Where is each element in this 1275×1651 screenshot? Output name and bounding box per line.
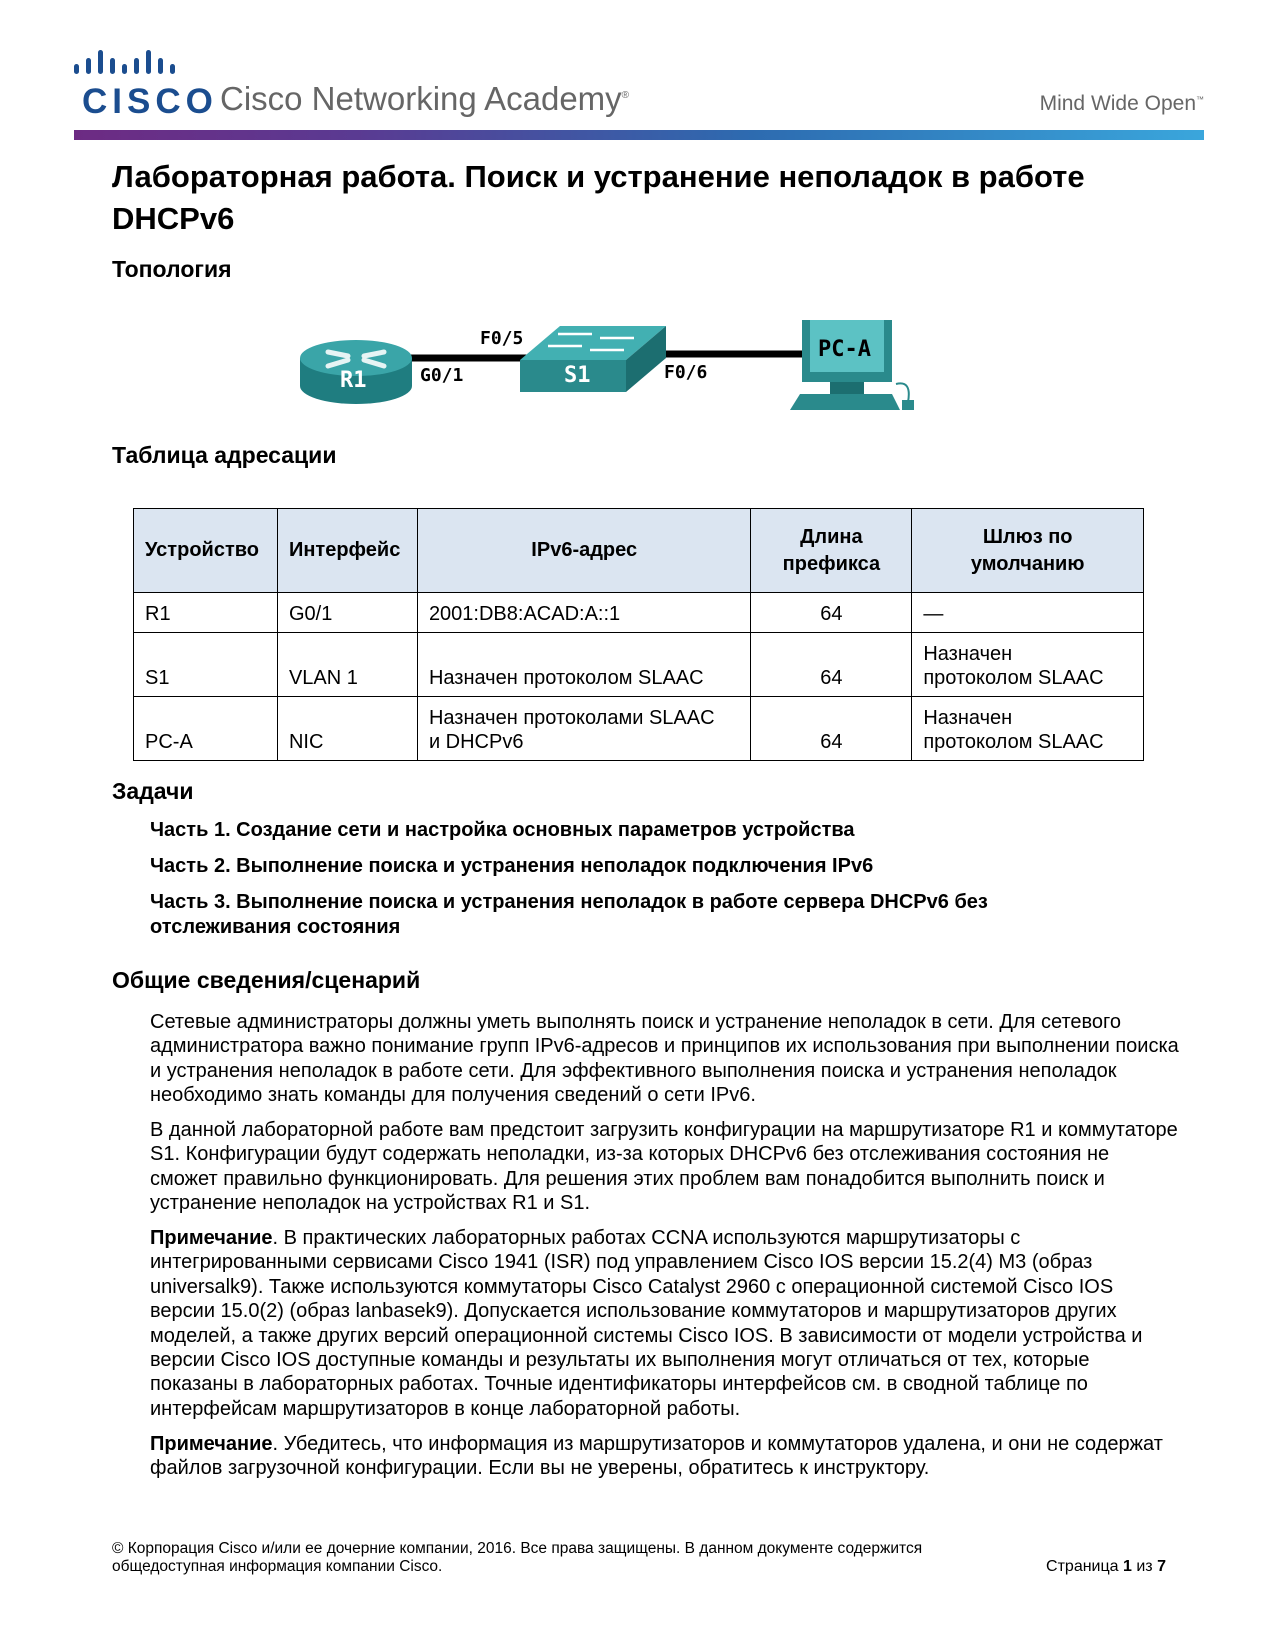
cisco-logo-bars-icon — [74, 46, 194, 82]
router-label: R1 — [340, 368, 367, 393]
cell-device: S1 — [134, 633, 278, 697]
section-addressing: Таблица адресации — [112, 442, 337, 468]
note-label: Примечание — [150, 1433, 273, 1455]
cell-ipv6: Назначен протоколом SLAAC — [417, 633, 751, 697]
footer-copyright: © Корпорация Cisco и/или ее дочерние компании, 2016. Все права защищены. В данном документе содержится общедоступная информация компании Cisco. — [112, 1540, 923, 1575]
paragraph-note-equipment: Примечание. В практических лабораторных работах CCNA используются маршрутизаторы с интегрированными сервисами Cisco 1941 (ISR) под управлением Cisco IOS версии 15.2(4) M3 (образ universalk9). Также используются коммутаторы Cisco Catalyst 2960 с операционной системой Cisco IOS версии 15.0(2) (образ lanbasek9). Допускается использование коммутаторов и маршрутизаторов других моделей, а также других версий операционной системы Cisco IOS. В зависимости от модели устройства и версии Cisco IOS доступные команды и результаты их выполнения могут отличаться от тех, которые показаны в лабораторных работах. Точные идентификаторы интерфейсов см. в сводной таблице по интерфейсам маршрутизаторов в конце лабораторной работы. — [150, 1227, 1143, 1420]
switch-port-pc-label: F0/6 — [664, 362, 708, 383]
task-part-1: Часть 1. Создание сети и настройка основных параметров устройства — [150, 819, 855, 841]
cisco-logo-word: CISCO — [82, 82, 218, 121]
col-device: Устройство — [134, 509, 278, 593]
task-part-3: Часть 3. Выполнение поиска и устранения неполадок в работе сервера DHCPv6 без отслеживания состояния — [150, 891, 988, 938]
table-row — [134, 593, 1144, 633]
page-number: Страница 1 из 7 — [1046, 1558, 1166, 1575]
cell-gateway: Назначен протоколом SLAAC — [912, 633, 1144, 697]
cell-prefix: 64 — [751, 593, 912, 633]
task-part-2: Часть 2. Выполнение поиска и устранения неполадок подключения IPv6 — [150, 855, 874, 877]
cell-ipv6: 2001:DB8:ACAD:A::1 — [417, 593, 751, 633]
cell-interface: G0/1 — [277, 593, 417, 633]
router-port-label: G0/1 — [420, 365, 464, 386]
addressing-table — [133, 508, 1144, 761]
cell-ipv6: Назначен протоколами SLAAC и DHCPv6 — [417, 697, 751, 761]
col-prefix: Длина префикса — [751, 509, 912, 593]
col-ipv6: IPv6-адрес — [417, 509, 751, 593]
table-row — [134, 633, 1144, 697]
cell-interface: VLAN 1 — [277, 633, 417, 697]
col-gateway: Шлюз по умолчанию — [912, 509, 1144, 593]
pc-icon — [790, 320, 914, 410]
header-gradient-bar — [74, 130, 1204, 140]
table-row — [134, 697, 1144, 761]
topology-diagram — [300, 320, 980, 440]
slogan: Mind Wide Open™ — [1039, 92, 1204, 115]
switch-icon — [520, 326, 666, 392]
pc-label: PC-A — [818, 337, 871, 362]
section-objectives: Задачи — [112, 778, 194, 804]
table-header-row — [134, 509, 1144, 593]
paragraph-intro: Сетевые администраторы должны уметь выполнять поиск и устранение неполадок в сети. Для сетевого администратора важно понимание групп IPv6-адресов и принципов их использования при выполнении поиска и устранения неполадок в работе сети. Для эффективного выполнения поиска и устранения неполадок необходимо знать команды для получения сведений о сети IPv6. — [150, 1011, 1179, 1107]
switch-label: S1 — [564, 363, 591, 388]
cell-gateway: — — [912, 593, 1144, 633]
cell-device: PC-A — [134, 697, 278, 761]
paragraph-note-erase: Примечание. Убедитесь, что информация из маршрутизаторов и коммутаторов удалена, и они не содержат файлов загрузочной конфигурации. Если вы не уверены, обратитесь к инструктору. — [150, 1433, 1163, 1480]
cell-prefix: 64 — [751, 697, 912, 761]
section-topology: Топология — [112, 256, 232, 282]
cell-gateway: Назначен протоколом SLAAC — [912, 697, 1144, 761]
cell-interface: NIC — [277, 697, 417, 761]
cell-device: R1 — [134, 593, 278, 633]
switch-port-router-label: F0/5 — [480, 328, 524, 349]
col-interface: Интерфейс — [277, 509, 417, 593]
paragraph-lab-description: В данной лабораторной работе вам предстоит загрузить конфигурации на маршрутизаторе R1 и коммутаторе S1. Конфигурации будут содержать неполадки, из-за которых DHCPv6 без отслеживания состояния не сможет правильно функционировать. Для решения этих проблем вам понадобится выполнить поиск и устранение неполадок на устройствах R1 и S1. — [150, 1119, 1178, 1215]
section-background: Общие сведения/сценарий — [112, 967, 421, 993]
academy-title: Cisco Networking Academy® — [220, 80, 630, 117]
note-label: Примечание — [150, 1227, 273, 1249]
cell-prefix: 64 — [751, 633, 912, 697]
document-title: Лабораторная работа. Поиск и устранение неполадок в работе DHCPv6 — [112, 159, 1085, 236]
